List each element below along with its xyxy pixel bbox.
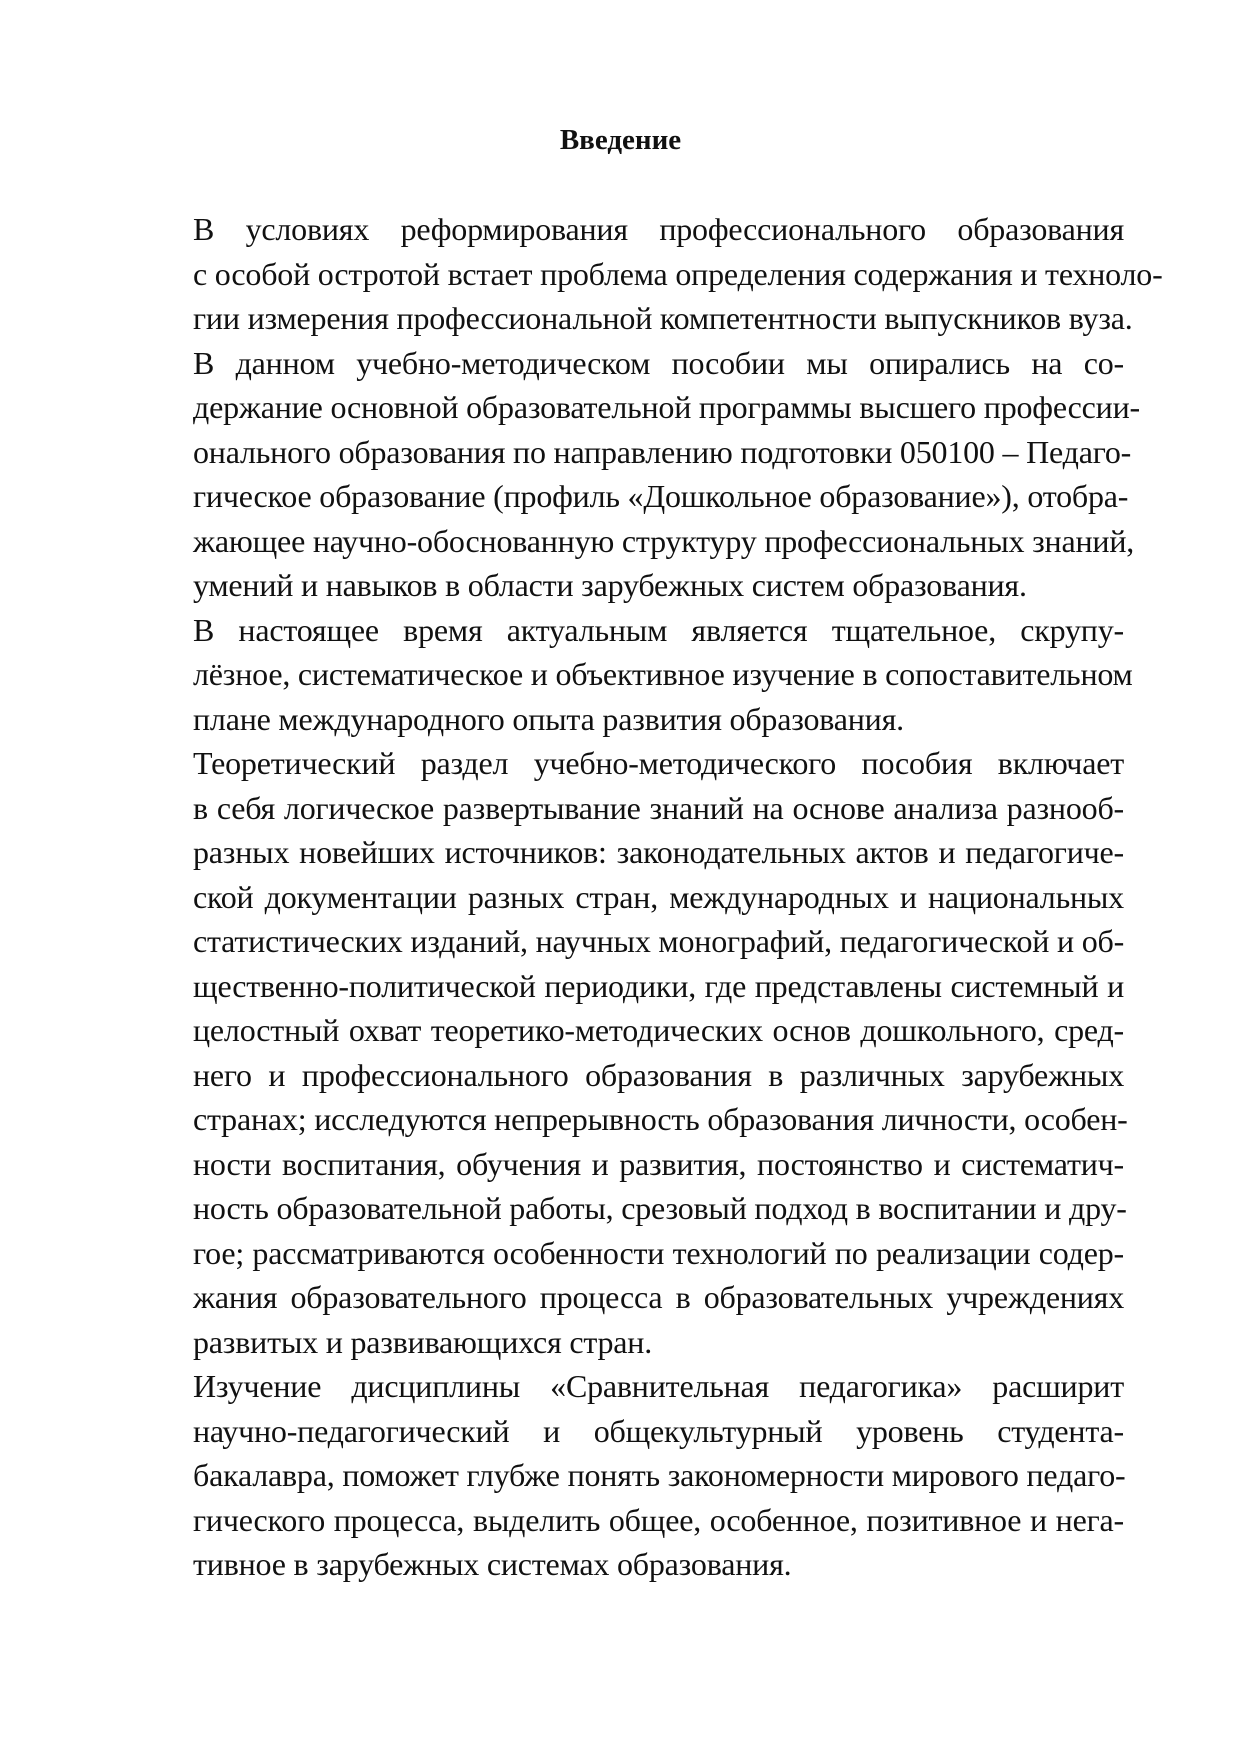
text-line: жания образовательного процесса в образовательных учреждениях (193, 1279, 1124, 1315)
text-line: ность образовательной работы, срезовый подход в воспитании и дру- (193, 1190, 1127, 1226)
paragraph (118, 741, 1128, 1364)
text-line: умений и навыков в области зарубежных систем образования. (193, 567, 1027, 603)
text-line: плане международного опыта развития образования. (193, 700, 904, 737)
text-line: развитых и развивающихся стран. (193, 1323, 653, 1360)
text-line: статистических изданий, научных монографий, педагогической и об- (193, 923, 1125, 959)
text-line: бакалавра, поможет глубже понять закономерности мирового педаго- (193, 1457, 1126, 1493)
paragraph (118, 608, 1133, 742)
text-line: гии измерения профессиональной компетентности выпускников вуза. (193, 300, 1133, 336)
text-line: него и профессионального образования в различных зарубежных (193, 1056, 1124, 1093)
text-line: Теоретический раздел учебно-методического пособия включает (193, 745, 1124, 781)
paragraph (118, 341, 1140, 608)
text-line: с особой остротой встает проблема определения содержания и техноло- (193, 255, 1163, 292)
text-line: разных новейших источников: законодательных актов и педагогиче- (193, 834, 1124, 870)
text-line: в себя логическое развертывание знаний на основе анализа разнооб- (193, 789, 1124, 826)
page-title: Введение (559, 124, 682, 156)
text-line: щественно-политической периодики, где представлены системный и (193, 967, 1124, 1004)
paragraph (118, 1364, 1124, 1587)
text-line: В настоящее время актуальным является тщательное, скрупу- (193, 611, 1124, 648)
text-line: онального образования по направлению подготовки 050100 – Педаго- (193, 433, 1132, 470)
text-line: держание основной образовательной программы высшего профессии- (193, 389, 1140, 425)
text-line: гического процесса, выделить общее, особенное, позитивное и нега- (193, 1501, 1124, 1538)
text-line: научно-педагогический и общекультурный уровень студента- (193, 1412, 1124, 1449)
text-line: гое; рассматриваются особенности технологий по реализации содер- (193, 1234, 1124, 1271)
paragraph (118, 207, 1163, 341)
text-line: странах; исследуются непрерывность образования личности, особен- (193, 1101, 1128, 1137)
text-line: целостный охват теоретико-методических основ дошкольного, сред- (193, 1012, 1124, 1048)
text-line: гическое образование (профиль «Дошкольное образование»), отобра- (193, 478, 1129, 514)
text-line: Изучение дисциплины «Сравнительная педагогика» расширит (193, 1368, 1124, 1404)
text-line: тивное в зарубежных системах образования. (193, 1546, 792, 1582)
text-line: В данном учебно-методическом пособии мы опирались на со- (193, 344, 1124, 381)
text-line: В условиях реформирования профессионального образования (193, 211, 1124, 247)
text-line: ской документации разных стран, международных и национальных (193, 878, 1124, 915)
text-line: лёзное, систематическое и объективное изучение в сопоставительном (193, 656, 1133, 692)
text-line: ности воспитания, обучения и развития, постоянство и систематич- (193, 1145, 1124, 1182)
body-text (118, 207, 1163, 1587)
text-line: жающее научно-обоснованную структуру профессиональных знаний, (193, 522, 1135, 559)
